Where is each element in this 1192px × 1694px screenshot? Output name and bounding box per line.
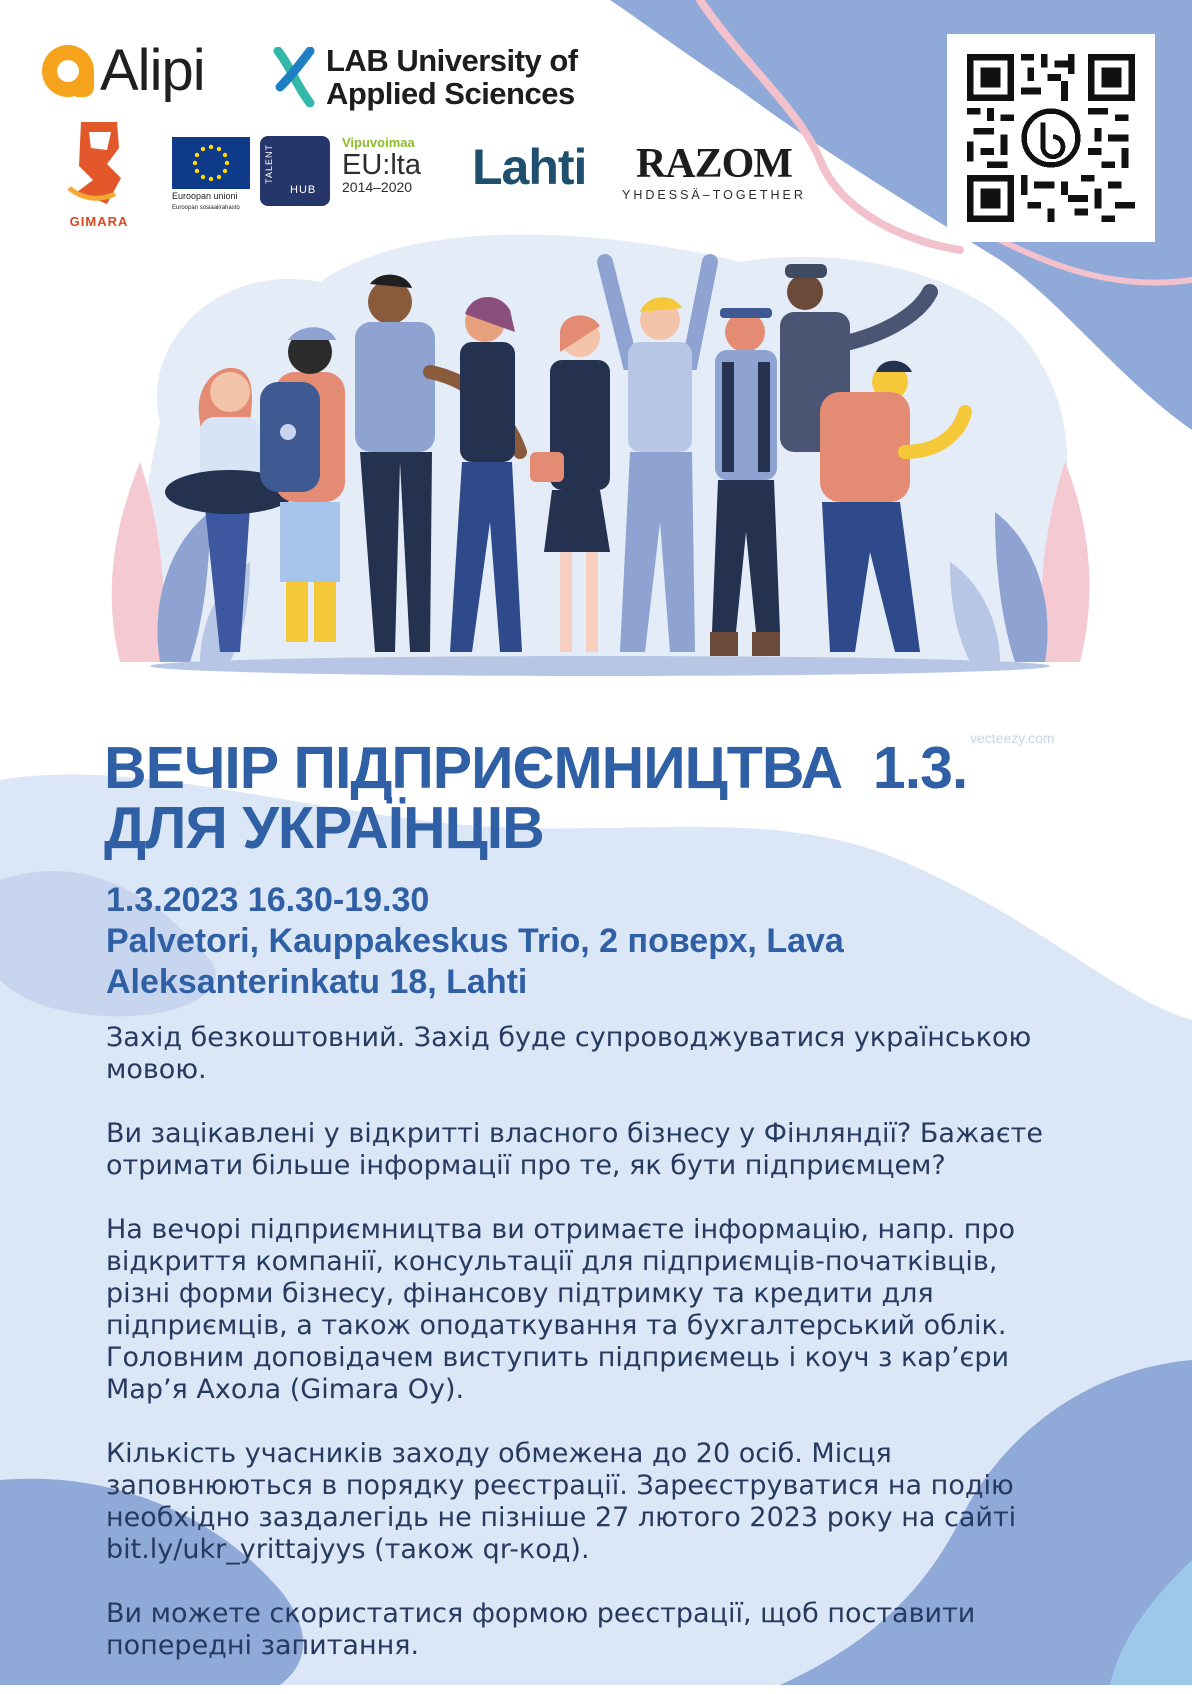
razom-logo: [622, 141, 806, 202]
eu-flag-icon: [172, 137, 250, 189]
hub-label: HUB: [290, 184, 317, 196]
alipi-wordmark: Alipi: [100, 38, 205, 103]
event-details: [106, 880, 844, 1003]
qr-code-box[interactable]: [947, 34, 1155, 242]
paragraph-free-event: Захід безкоштовний. Захід буде супроводжуватися українською мовою.: [106, 1022, 1032, 1085]
paragraph-interest: Ви зацікавлені у відкритті власного бізнесу у Фінляндії? Бажаєте отримати більше інформації про те, як бути підприємцем?: [106, 1118, 1043, 1181]
paragraph-program: На вечорі підприємництва ви отримаєте інформацію, напр. про відкриття компанії, консультації для підприємців-початківців, різні форми бізнесу, фінансову підтримку та кредити для підприємців, а також оподаткування та бухгалтерський облік. Головним доповідачем виступить підприємець і коуч з кар’єри Мар’я Ахола (Gimara Oy).: [106, 1214, 1016, 1405]
gimara-mark-icon: [67, 118, 131, 210]
illustration-credit: vecteezy.com: [970, 730, 1055, 746]
title-line-1: ВЕЧІР ПІДПРИЄМНИЦТВА 1.3.: [104, 735, 968, 801]
eu-logo: [172, 137, 250, 213]
eu-caption: Euroopan unioni: [172, 191, 238, 201]
talent-hub-logo: [260, 136, 330, 206]
qr-code-icon[interactable]: [967, 54, 1135, 222]
lab-mark-icon: [272, 47, 316, 107]
event-datetime: 1.3.2023 16.30-19.30: [106, 881, 430, 919]
eu-caption-sub: Euroopan sosiaalirahasto: [172, 205, 240, 211]
gimara-wordmark: GIMARA: [69, 214, 129, 229]
vipu-top: Vipuvoimaa: [342, 135, 415, 150]
lab-university-logo: [272, 44, 578, 110]
people-group-illustration: [100, 222, 1100, 742]
alipi-logo: [42, 38, 205, 103]
paragraph-registration: Кількість учасників заходу обмежена до 20 осіб. Місця заповнюються в порядку реєстрації. Зареєструватися на подію необхідно заздалегідь не пізніше 27 лютого 2023 року на сайті bit.ly/ukr_yrittajyys (також qr-код).: [106, 1438, 1017, 1565]
lahti-logo: Lahti: [472, 139, 587, 195]
gimara-logo: [64, 118, 134, 229]
event-title: [104, 735, 968, 861]
event-address: Aleksanterinkatu 18, Lahti: [106, 963, 528, 1001]
talent-label: TALENT: [264, 144, 274, 184]
vipu-bottom: 2014–2020: [342, 179, 413, 195]
event-description: [106, 1022, 1106, 1694]
title-line-2: ДЛЯ УКРАЇНЦІВ: [104, 795, 544, 861]
paragraph-questions: Ви можете скористатися формою реєстрації, щоб поставити попередні запитання.: [106, 1598, 976, 1661]
razom-subtitle: YHDESSÄ–TOGETHER: [622, 188, 806, 202]
razom-wordmark: RAZOM: [635, 141, 792, 187]
lab-name-line2: Applied Sciences: [326, 76, 575, 111]
vipuvoimaa-logo: [342, 136, 421, 195]
event-venue: Palvetori, Kauppakeskus Trio, 2 поверх, Lava: [106, 922, 844, 960]
alipi-mark-icon: [42, 45, 94, 97]
vipu-mid: EU:lta: [342, 149, 421, 181]
lab-name-line1: LAB University of: [326, 43, 578, 78]
